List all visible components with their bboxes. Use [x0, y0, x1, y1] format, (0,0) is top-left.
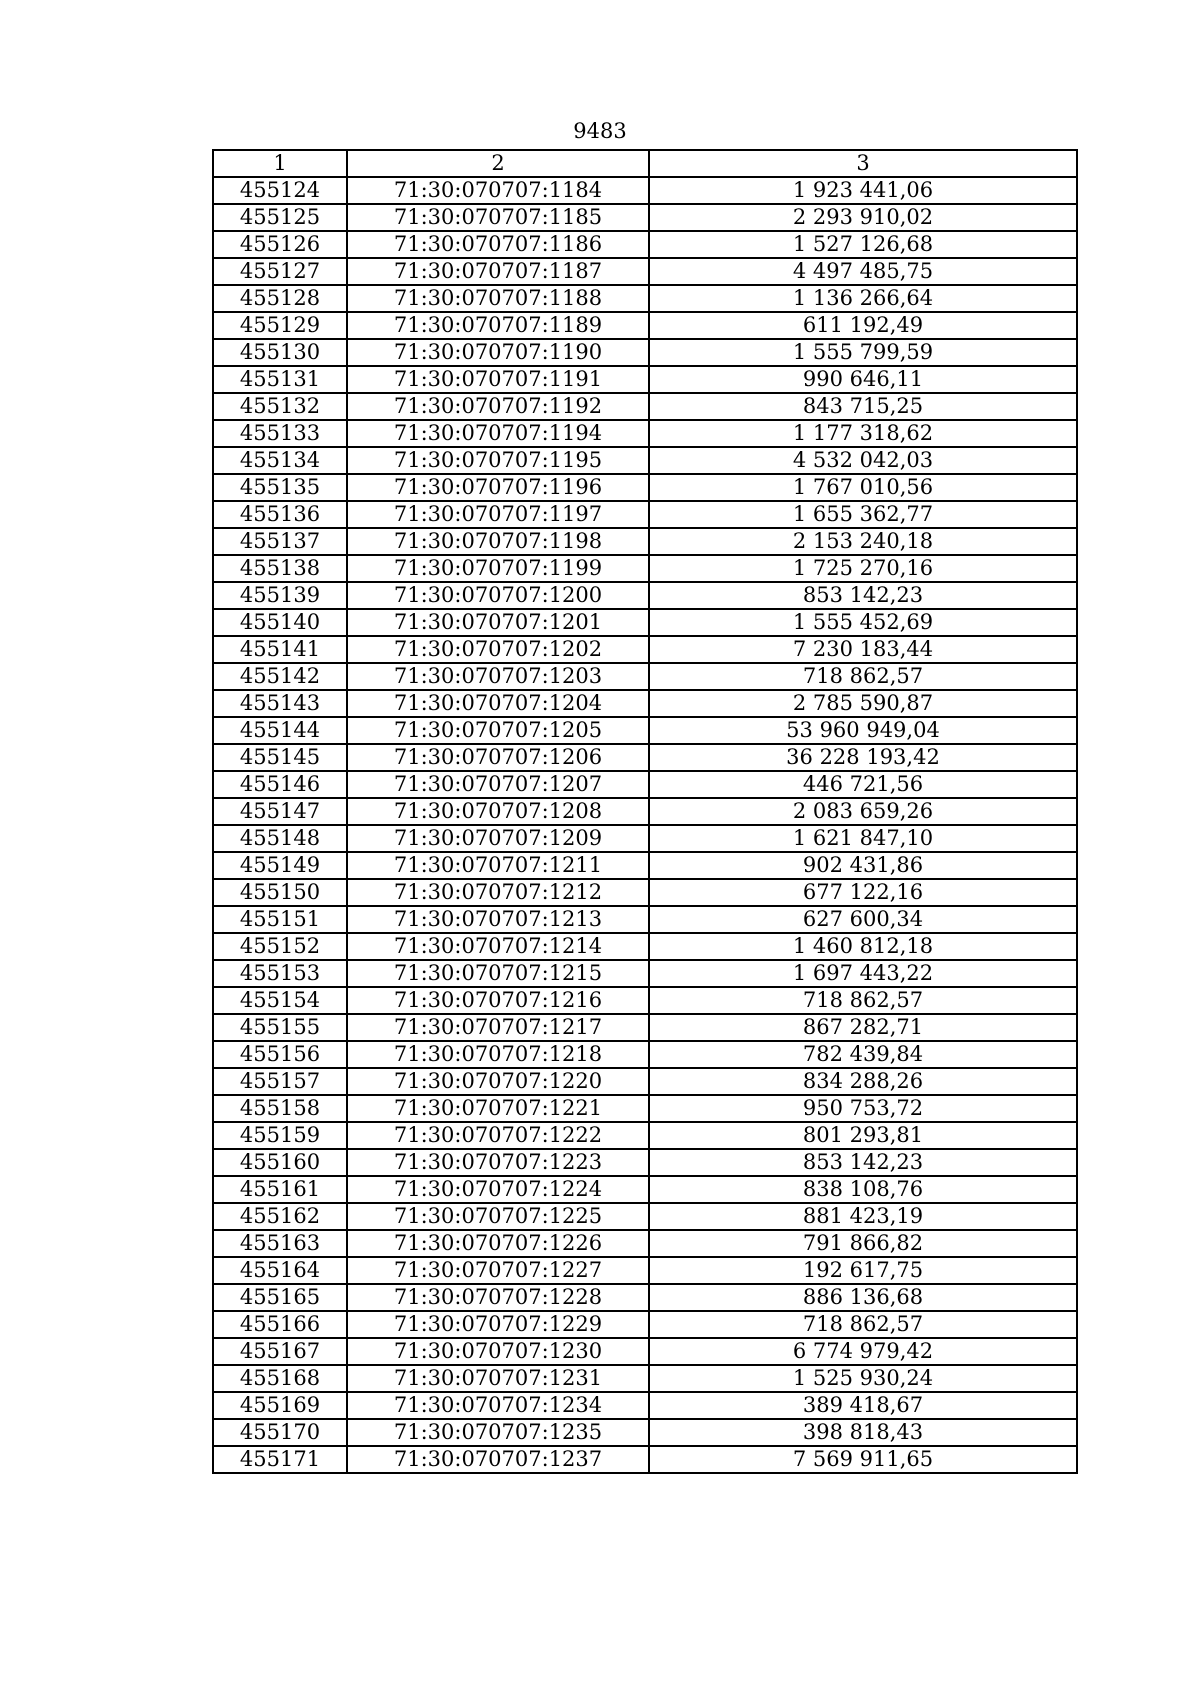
table-row [213, 501, 1077, 528]
cadastral-number-cell: 71:30:070707:1217 [347, 1014, 649, 1041]
cadastral-number-cell: 71:30:070707:1205 [347, 717, 649, 744]
cadastral-number-cell: 71:30:070707:1191 [347, 366, 649, 393]
value-cell: 1 697 443,22 [649, 960, 1077, 987]
row-number-cell: 455144 [213, 717, 347, 744]
column-header-2: 2 [347, 150, 649, 177]
cadastral-number-cell: 71:30:070707:1214 [347, 933, 649, 960]
value-cell: 867 282,71 [649, 1014, 1077, 1041]
value-cell: 1 136 266,64 [649, 285, 1077, 312]
cadastral-number-cell: 71:30:070707:1204 [347, 690, 649, 717]
row-number-cell: 455146 [213, 771, 347, 798]
cadastral-number-cell: 71:30:070707:1188 [347, 285, 649, 312]
row-number-cell: 455165 [213, 1284, 347, 1311]
value-cell: 36 228 193,42 [649, 744, 1077, 771]
row-number-cell: 455136 [213, 501, 347, 528]
cadastral-number-cell: 71:30:070707:1211 [347, 852, 649, 879]
table-row [213, 231, 1077, 258]
header-row [213, 150, 1077, 177]
cadastral-number-cell: 71:30:070707:1215 [347, 960, 649, 987]
table-row [213, 1284, 1077, 1311]
table-row [213, 1014, 1077, 1041]
row-number-cell: 455138 [213, 555, 347, 582]
value-cell: 853 142,23 [649, 582, 1077, 609]
table-row [213, 1311, 1077, 1338]
table-row [213, 420, 1077, 447]
row-number-cell: 455126 [213, 231, 347, 258]
table-row [213, 771, 1077, 798]
row-number-cell: 455141 [213, 636, 347, 663]
table-row [213, 528, 1077, 555]
table-body [213, 177, 1077, 1473]
table-row [213, 366, 1077, 393]
row-number-cell: 455148 [213, 825, 347, 852]
page-number: 9483 [573, 119, 627, 143]
value-cell: 53 960 949,04 [649, 717, 1077, 744]
row-number-cell: 455128 [213, 285, 347, 312]
value-cell: 6 774 979,42 [649, 1338, 1077, 1365]
table-row [213, 690, 1077, 717]
value-cell: 446 721,56 [649, 771, 1077, 798]
row-number-cell: 455161 [213, 1176, 347, 1203]
value-cell: 7 569 911,65 [649, 1446, 1077, 1473]
value-cell: 881 423,19 [649, 1203, 1077, 1230]
registry-table [212, 149, 1078, 1474]
value-cell: 834 288,26 [649, 1068, 1077, 1095]
column-header-1: 1 [213, 150, 347, 177]
row-number-cell: 455157 [213, 1068, 347, 1095]
cadastral-number-cell: 71:30:070707:1229 [347, 1311, 649, 1338]
value-cell: 1 655 362,77 [649, 501, 1077, 528]
row-number-cell: 455160 [213, 1149, 347, 1176]
table-row [213, 1230, 1077, 1257]
row-number-cell: 455124 [213, 177, 347, 204]
table-row [213, 1176, 1077, 1203]
value-cell: 2 153 240,18 [649, 528, 1077, 555]
table-header [213, 150, 1077, 177]
table-row [213, 717, 1077, 744]
table-row [213, 798, 1077, 825]
cadastral-number-cell: 71:30:070707:1237 [347, 1446, 649, 1473]
row-number-cell: 455150 [213, 879, 347, 906]
table-row [213, 1392, 1077, 1419]
value-cell: 611 192,49 [649, 312, 1077, 339]
table-row [213, 285, 1077, 312]
table-row [213, 960, 1077, 987]
table-row [213, 987, 1077, 1014]
cadastral-number-cell: 71:30:070707:1209 [347, 825, 649, 852]
cadastral-number-cell: 71:30:070707:1231 [347, 1365, 649, 1392]
row-number-cell: 455169 [213, 1392, 347, 1419]
cadastral-number-cell: 71:30:070707:1190 [347, 339, 649, 366]
row-number-cell: 455156 [213, 1041, 347, 1068]
value-cell: 2 785 590,87 [649, 690, 1077, 717]
table-row [213, 555, 1077, 582]
value-cell: 1 621 847,10 [649, 825, 1077, 852]
value-cell: 718 862,57 [649, 1311, 1077, 1338]
table-row [213, 933, 1077, 960]
value-cell: 389 418,67 [649, 1392, 1077, 1419]
value-cell: 627 600,34 [649, 906, 1077, 933]
table-row [213, 1068, 1077, 1095]
row-number-cell: 455153 [213, 960, 347, 987]
cadastral-number-cell: 71:30:070707:1199 [347, 555, 649, 582]
table-row [213, 1095, 1077, 1122]
value-cell: 1 767 010,56 [649, 474, 1077, 501]
cadastral-number-cell: 71:30:070707:1201 [347, 609, 649, 636]
row-number-cell: 455137 [213, 528, 347, 555]
table-row [213, 1203, 1077, 1230]
row-number-cell: 455133 [213, 420, 347, 447]
cadastral-number-cell: 71:30:070707:1230 [347, 1338, 649, 1365]
row-number-cell: 455143 [213, 690, 347, 717]
value-cell: 1 177 318,62 [649, 420, 1077, 447]
cadastral-number-cell: 71:30:070707:1202 [347, 636, 649, 663]
row-number-cell: 455167 [213, 1338, 347, 1365]
value-cell: 950 753,72 [649, 1095, 1077, 1122]
cadastral-number-cell: 71:30:070707:1228 [347, 1284, 649, 1311]
table-row [213, 1365, 1077, 1392]
table-row [213, 393, 1077, 420]
table-row [213, 339, 1077, 366]
cadastral-number-cell: 71:30:070707:1192 [347, 393, 649, 420]
value-cell: 398 818,43 [649, 1419, 1077, 1446]
table-row [213, 1041, 1077, 1068]
table-row [213, 1257, 1077, 1284]
table-row [213, 879, 1077, 906]
row-number-cell: 455147 [213, 798, 347, 825]
value-cell: 1 527 126,68 [649, 231, 1077, 258]
value-cell: 7 230 183,44 [649, 636, 1077, 663]
table-row [213, 1446, 1077, 1473]
table-row [213, 852, 1077, 879]
row-number-cell: 455135 [213, 474, 347, 501]
value-cell: 843 715,25 [649, 393, 1077, 420]
table-row [213, 1338, 1077, 1365]
value-cell: 1 725 270,16 [649, 555, 1077, 582]
cadastral-number-cell: 71:30:070707:1203 [347, 663, 649, 690]
value-cell: 838 108,76 [649, 1176, 1077, 1203]
value-cell: 990 646,11 [649, 366, 1077, 393]
cadastral-number-cell: 71:30:070707:1196 [347, 474, 649, 501]
cadastral-number-cell: 71:30:070707:1184 [347, 177, 649, 204]
cadastral-number-cell: 71:30:070707:1189 [347, 312, 649, 339]
table-row [213, 1419, 1077, 1446]
cadastral-number-cell: 71:30:070707:1195 [347, 447, 649, 474]
row-number-cell: 455166 [213, 1311, 347, 1338]
value-cell: 801 293,81 [649, 1122, 1077, 1149]
table-row [213, 663, 1077, 690]
cadastral-number-cell: 71:30:070707:1206 [347, 744, 649, 771]
cadastral-number-cell: 71:30:070707:1198 [347, 528, 649, 555]
cadastral-number-cell: 71:30:070707:1207 [347, 771, 649, 798]
table-row [213, 204, 1077, 231]
row-number-cell: 455129 [213, 312, 347, 339]
value-cell: 2 293 910,02 [649, 204, 1077, 231]
value-cell: 4 532 042,03 [649, 447, 1077, 474]
cadastral-number-cell: 71:30:070707:1224 [347, 1176, 649, 1203]
cadastral-number-cell: 71:30:070707:1185 [347, 204, 649, 231]
row-number-cell: 455154 [213, 987, 347, 1014]
value-cell: 1 525 930,24 [649, 1365, 1077, 1392]
row-number-cell: 455159 [213, 1122, 347, 1149]
value-cell: 853 142,23 [649, 1149, 1077, 1176]
row-number-cell: 455149 [213, 852, 347, 879]
row-number-cell: 455130 [213, 339, 347, 366]
table-row [213, 825, 1077, 852]
row-number-cell: 455151 [213, 906, 347, 933]
row-number-cell: 455132 [213, 393, 347, 420]
cadastral-number-cell: 71:30:070707:1213 [347, 906, 649, 933]
row-number-cell: 455140 [213, 609, 347, 636]
value-cell: 677 122,16 [649, 879, 1077, 906]
table-row [213, 474, 1077, 501]
row-number-cell: 455163 [213, 1230, 347, 1257]
cadastral-number-cell: 71:30:070707:1212 [347, 879, 649, 906]
cadastral-number-cell: 71:30:070707:1186 [347, 231, 649, 258]
table-row [213, 744, 1077, 771]
row-number-cell: 455171 [213, 1446, 347, 1473]
table-row [213, 312, 1077, 339]
cadastral-number-cell: 71:30:070707:1223 [347, 1149, 649, 1176]
value-cell: 886 136,68 [649, 1284, 1077, 1311]
table-row [213, 906, 1077, 933]
row-number-cell: 455168 [213, 1365, 347, 1392]
table-row [213, 609, 1077, 636]
cadastral-number-cell: 71:30:070707:1218 [347, 1041, 649, 1068]
value-cell: 1 555 799,59 [649, 339, 1077, 366]
row-number-cell: 455134 [213, 447, 347, 474]
table-row [213, 1149, 1077, 1176]
value-cell: 192 617,75 [649, 1257, 1077, 1284]
cadastral-number-cell: 71:30:070707:1225 [347, 1203, 649, 1230]
row-number-cell: 455142 [213, 663, 347, 690]
row-number-cell: 455127 [213, 258, 347, 285]
cadastral-number-cell: 71:30:070707:1200 [347, 582, 649, 609]
table-row [213, 636, 1077, 663]
table-row [213, 177, 1077, 204]
table-row [213, 258, 1077, 285]
cadastral-number-cell: 71:30:070707:1220 [347, 1068, 649, 1095]
row-number-cell: 455139 [213, 582, 347, 609]
cadastral-number-cell: 71:30:070707:1197 [347, 501, 649, 528]
row-number-cell: 455131 [213, 366, 347, 393]
cadastral-number-cell: 71:30:070707:1187 [347, 258, 649, 285]
cadastral-number-cell: 71:30:070707:1216 [347, 987, 649, 1014]
row-number-cell: 455164 [213, 1257, 347, 1284]
row-number-cell: 455158 [213, 1095, 347, 1122]
cadastral-number-cell: 71:30:070707:1226 [347, 1230, 649, 1257]
value-cell: 902 431,86 [649, 852, 1077, 879]
row-number-cell: 455162 [213, 1203, 347, 1230]
value-cell: 2 083 659,26 [649, 798, 1077, 825]
cadastral-number-cell: 71:30:070707:1222 [347, 1122, 649, 1149]
row-number-cell: 455170 [213, 1419, 347, 1446]
row-number-cell: 455125 [213, 204, 347, 231]
row-number-cell: 455155 [213, 1014, 347, 1041]
table-row [213, 1122, 1077, 1149]
value-cell: 791 866,82 [649, 1230, 1077, 1257]
cadastral-number-cell: 71:30:070707:1208 [347, 798, 649, 825]
row-number-cell: 455152 [213, 933, 347, 960]
value-cell: 718 862,57 [649, 987, 1077, 1014]
value-cell: 1 555 452,69 [649, 609, 1077, 636]
cadastral-number-cell: 71:30:070707:1235 [347, 1419, 649, 1446]
table-row [213, 447, 1077, 474]
table-row [213, 582, 1077, 609]
column-header-3: 3 [649, 150, 1077, 177]
cadastral-number-cell: 71:30:070707:1227 [347, 1257, 649, 1284]
value-cell: 718 862,57 [649, 663, 1077, 690]
value-cell: 4 497 485,75 [649, 258, 1077, 285]
cadastral-number-cell: 71:30:070707:1234 [347, 1392, 649, 1419]
value-cell: 1 923 441,06 [649, 177, 1077, 204]
value-cell: 782 439,84 [649, 1041, 1077, 1068]
cadastral-number-cell: 71:30:070707:1194 [347, 420, 649, 447]
value-cell: 1 460 812,18 [649, 933, 1077, 960]
cadastral-number-cell: 71:30:070707:1221 [347, 1095, 649, 1122]
row-number-cell: 455145 [213, 744, 347, 771]
